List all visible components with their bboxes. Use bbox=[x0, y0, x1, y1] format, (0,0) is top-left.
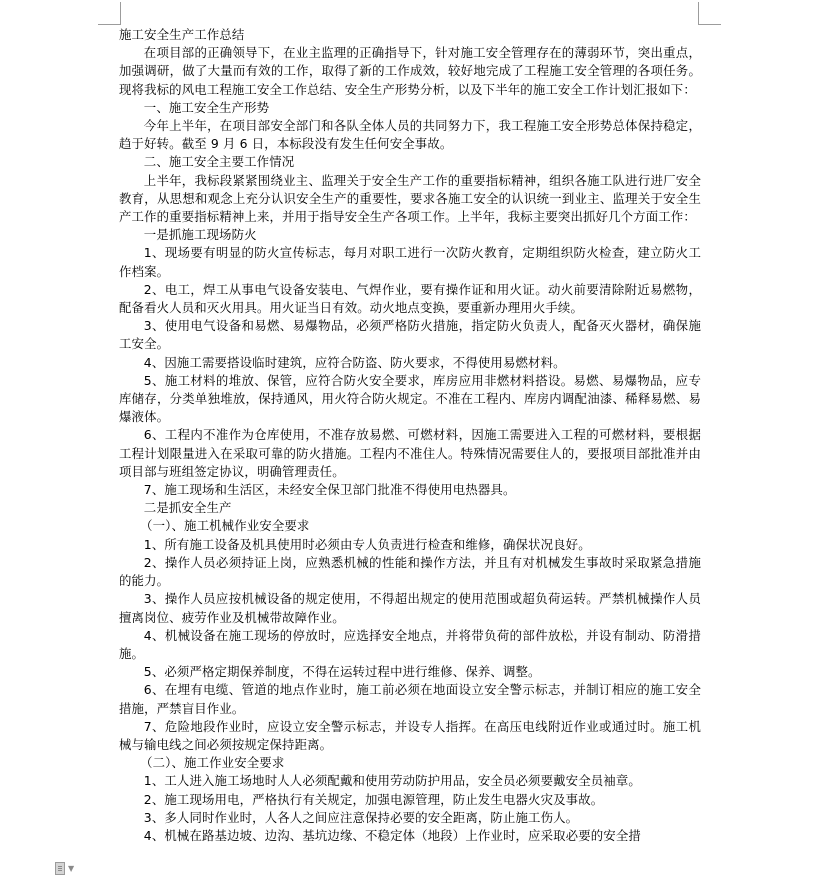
paragraph: 一是抓施工现场防火 bbox=[143, 227, 257, 243]
document-title: 施工安全生产工作总结 bbox=[119, 27, 245, 42]
paragraph: 二是抓安全生产 bbox=[143, 500, 232, 516]
paragraph: 6、在埋有电缆、管道的地点作业时，施工前必须在地面设立安全警示标志，并制订相应的施工安全措施，严禁盲目作业。 bbox=[119, 682, 701, 716]
document-status-icon[interactable] bbox=[55, 860, 85, 877]
paragraph: 一、施工安全生产形势 bbox=[143, 99, 270, 115]
paragraph: 1、工人进入施工场地时人人必须配戴和使用劳动防护用品，安全员必须要戴安全员袖章。 bbox=[143, 773, 641, 789]
paragraph: 二、施工安全主要工作情况 bbox=[143, 154, 295, 170]
paragraph: 5、必须严格定期保养制度，不得在运转过程中进行维修、保养、调整。 bbox=[143, 664, 541, 680]
paragraph: 1、所有施工设备及机具使用时必须由专人负责进行检查和维修，确保状况良好。 bbox=[143, 536, 591, 552]
document-icon bbox=[55, 862, 65, 875]
paragraph: 1、现场要有明显的防火宣传标志，每月对职工进行一次防火教育，定期组织防火检查，建立防火工作档案。 bbox=[119, 245, 701, 279]
paragraph: 3、使用电气设备和易燃、易爆物品，必须严格防火措施，指定防火负责人，配备灭火器材，确保施工安全。 bbox=[119, 318, 701, 352]
paragraph: 4、机械设备在施工现场的停放时，应选择安全地点，并将带负荷的部件放松，并设有制动、防滑措施。 bbox=[119, 627, 701, 661]
paragraph: 6、工程内不准作为仓库使用，不准存放易燃、可燃材料，因施工需要进入工程的可燃材料，要根据工程计划限量进入在采取可靠的防火措施。工程内不准住人。特殊情况需要住人的，要报项目部批准并由项目部与班组签定协议，明确管理责任。 bbox=[119, 427, 701, 479]
chevron-down-icon: ▼ bbox=[68, 863, 75, 873]
paragraph: （一）、施工机械作业安全要求 bbox=[140, 518, 310, 534]
paragraph: 在项目部的正确领导下，在业主监理的正确指导下，针对施工安全管理存在的薄弱环节，突出重点，加强调研，做了大量而有效的工作，取得了新的工作成效，较好地完成了工程施工安全管理的各项任务。现将我标的风电工程施工安全工作总结、安全生产形势分析，以及下半年的施工安全工作计划汇报如下： bbox=[119, 45, 701, 97]
paragraph: 7、危险地段作业时，应设立安全警示标志，并设专人指挥。在高压电线附近作业或通过时。施工机械与输电线之间必须按规定保持距离。 bbox=[119, 718, 701, 752]
paragraph: 4、机械在路基边坡、边沟、基坑边缘、不稳定体（地段）上作业时，应采取必要的安全措 bbox=[143, 827, 641, 843]
document-body[interactable] bbox=[119, 26, 701, 845]
page-corner-mark-top-right bbox=[698, 2, 721, 25]
paragraph: （二）、施工作业安全要求 bbox=[140, 755, 285, 771]
paragraph: 5、施工材料的堆放、保管，应符合防火安全要求，库房应用非燃材料搭设。易燃、易爆物品，应专库储存，分类单独堆放，保持通风，用火符合防火规定。不准在工程内、库房内调配油漆、稀释易燃、易爆液体。 bbox=[119, 372, 701, 425]
paragraph: 2、操作人员必须持证上岗，应熟悉机械的性能和操作方法，并且有对机械发生事故时采取紧急措施的能力。 bbox=[119, 554, 701, 589]
paragraph: 2、施工现场用电，严格执行有关规定，加强电源管理，防止发生电器火灾及事故。 bbox=[143, 791, 604, 807]
paragraph: 7、施工现场和生活区，未经安全保卫部门批准不得使用电热器具。 bbox=[143, 482, 516, 498]
paragraph: 4、因施工需要搭设临时建筑，应符合防盗、防火要求，不得使用易燃材料。 bbox=[143, 354, 566, 370]
page-corner-mark-top-left bbox=[98, 2, 121, 25]
paragraph: 上半年，我标段紧紧围绕业主、监理关于安全生产工作的重要指标精神，组织各施工队进行进厂安全教育，从思想和观念上充分认识安全生产的重要性，要求各施工安全的认识统一到业主、监理关于安全生产工作的重要指标精神上来，并用于指导安全生产各项工作。上半年，我标主要突出抓好几个方面工作： bbox=[119, 172, 701, 225]
paragraph: 3、操作人员应按机械设备的规定使用，不得超出规定的使用范围或超负荷运转。严禁机械操作人员擅离岗位、疲劳作业及机械带故障作业。 bbox=[119, 591, 701, 625]
paragraph: 2、电工，焊工从事电气设备安装电、气焊作业，要有操作证和用火证。动火前要清除附近易燃物，配备看火人员和灭火用具。用火证当日有效。动火地点变换，要重新办理用火手续。 bbox=[119, 281, 701, 316]
paragraph: 3、多人同时作业时，人各人之间应注意保持必要的安全距离，防止施工伤人。 bbox=[143, 809, 579, 825]
paragraph: 今年上半年，在项目部安全部门和各队全体人员的共同努力下，我工程施工安全形势总体保持稳定，趋于好转。截至 9 月 6 日，本标段没有发生任何安全事故。 bbox=[119, 118, 701, 152]
